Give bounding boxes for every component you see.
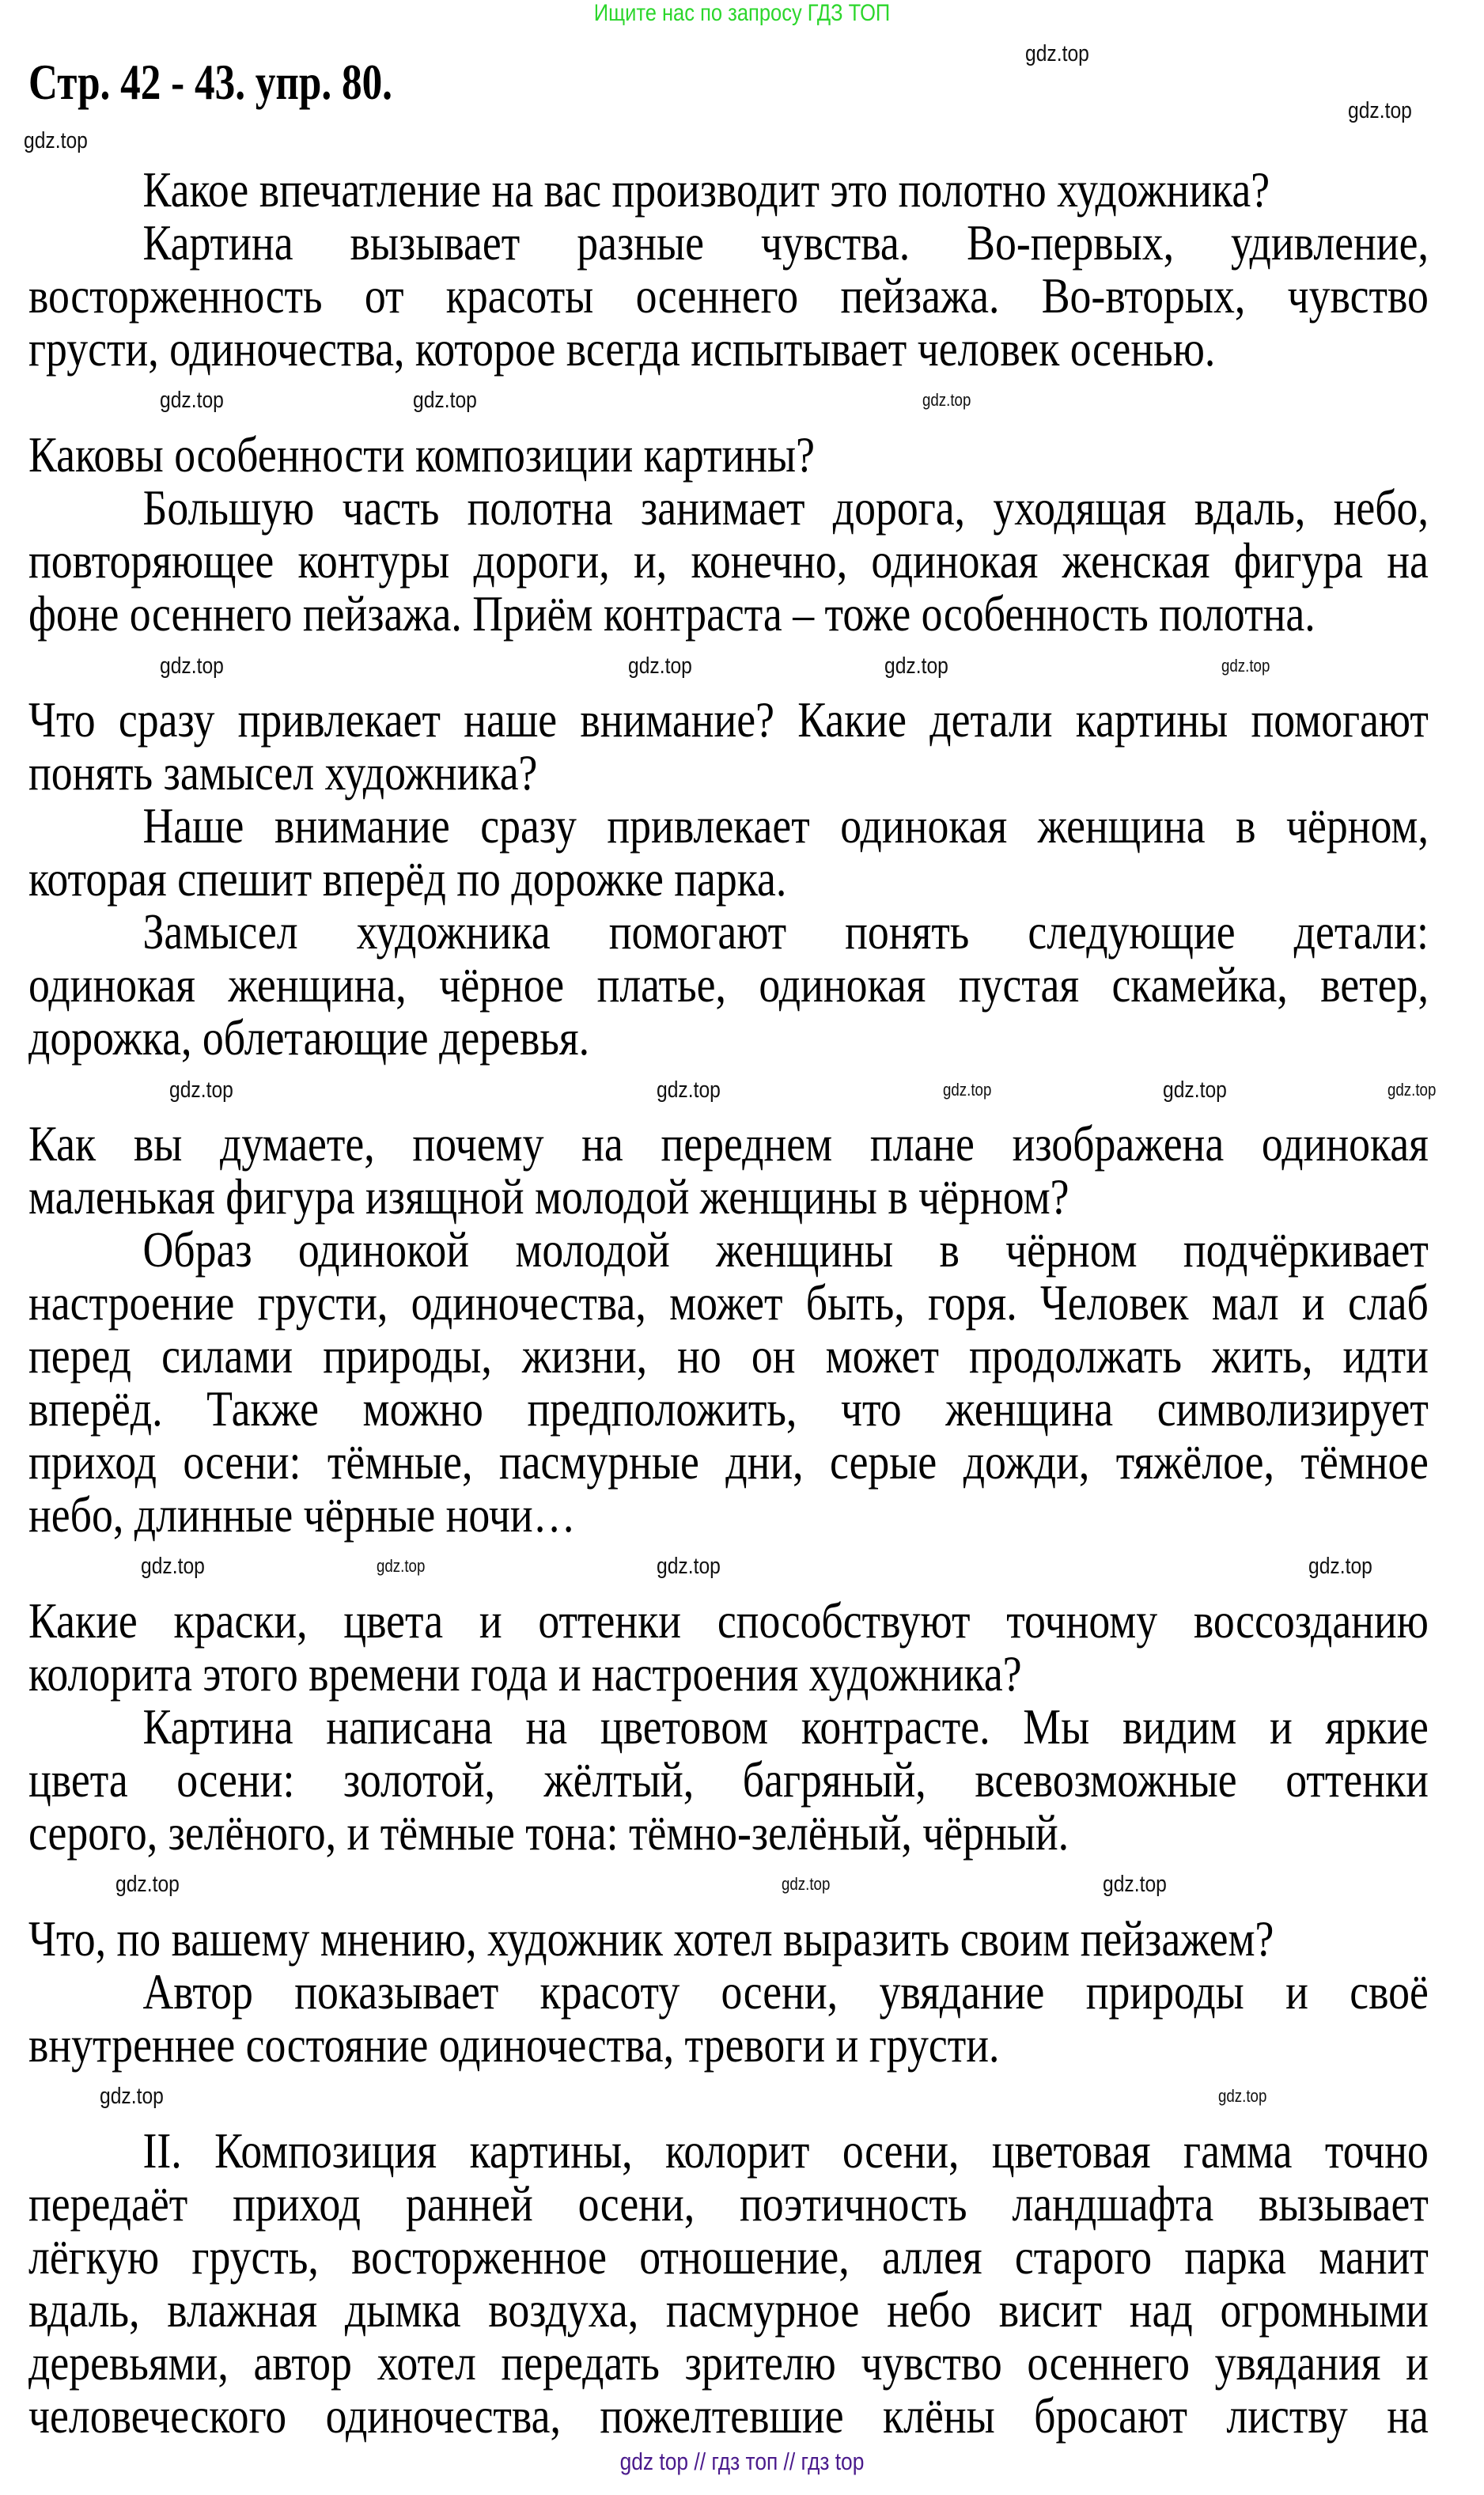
gdz-watermark: gdz.top [628, 653, 692, 679]
gdz-watermark: gdz.top [1218, 2086, 1267, 2106]
exercise-text [28, 163, 1429, 2495]
gdz-watermark: gdz.top [1308, 1554, 1372, 1579]
text-line: Какие краски, цвета и оттенки способствуют точному воссозданию [28, 1592, 1429, 1649]
text-line: деревьями, автор хотел передать зрителю чувство осеннего увядания и [28, 2334, 1429, 2391]
qa-block [28, 1912, 1429, 2071]
text-line: внутреннее состояние одиночества, тревоги и грусти. [28, 2016, 1000, 2073]
text-line: Какое впечатление на вас производит это полотно художника? [142, 161, 1270, 218]
paragraph [28, 216, 1429, 375]
text-line: вдаль, влажная дымка воздуха, пасмурное небо висит над огромными [28, 2281, 1429, 2338]
paragraph [28, 1223, 1429, 1541]
gdz-watermark: gdz.top [657, 1077, 721, 1103]
gdz-watermark: gdz.top [100, 2084, 164, 2109]
qa-block [28, 163, 1429, 375]
text-line: небо, длинные чёрные ночи… [28, 1486, 576, 1543]
text-line: Каковы особенности композиции картины? [28, 426, 816, 483]
gdz-watermark: gdz.top [1103, 1872, 1167, 1897]
search-banner: Ищите нас по запросу ГДЗ ТОП [593, 0, 891, 26]
text-line: перед силами природы, жизни, но он может продолжать жить, идти [28, 1327, 1429, 1384]
gdz-watermark: gdz.top [657, 1554, 721, 1579]
gdz-watermark: gdz.top [160, 388, 224, 413]
paragraph [28, 905, 1429, 1064]
paragraph [28, 1700, 1429, 1859]
text-line: передаёт приход ранней осени, поэтичность ландшафта вызывает [28, 2175, 1429, 2232]
gdz-watermark: gdz.top [169, 1077, 233, 1103]
gdz-watermark: gdz.top [922, 390, 971, 410]
gdz-watermark: gdz.top [377, 1556, 426, 1576]
text-line: понять замысел художника? [28, 744, 538, 801]
text-line: Что сразу привлекает наше внимание? Какие детали картины помогают [28, 691, 1429, 748]
gdz-watermark: gdz.top [884, 653, 948, 679]
gdz-watermark: gdz.top [782, 1874, 831, 1894]
gdz-watermark: gdz.top [1221, 656, 1270, 676]
gdz-watermark: gdz.top [24, 128, 88, 153]
text-line: маленькая фигура изящной молодой женщины в чёрном? [28, 1168, 1069, 1225]
text-line: Картина написана на цветовом контрасте. Мы видим и яркие [142, 1698, 1429, 1755]
paragraph [28, 1912, 1429, 1965]
text-line: повторяющее контуры дороги, и, конечно, одинокая женская фигура на [28, 532, 1429, 589]
paragraph [28, 1965, 1429, 2071]
gdz-watermark: gdz.top [115, 1872, 180, 1897]
qa-block [28, 1117, 1429, 1541]
gdz-watermark: gdz.top [1025, 41, 1089, 66]
gdz-watermark: gdz.top [943, 1080, 992, 1100]
footer-watermark: gdz top // гдз топ // гдз top [619, 2448, 865, 2475]
gdz-watermark: gdz.top [1387, 1080, 1437, 1100]
text-line: которая спешит вперёд по дорожке парка. [28, 850, 787, 907]
text-line: Автор показывает красоту осени, увядание природы и своё [142, 1963, 1429, 2020]
paragraph [28, 428, 1429, 481]
text-line: грусти, одиночества, которое всегда испытывает человек осенью. [28, 320, 1216, 377]
text-line: Как вы думаете, почему на переднем плане изображена одинокая [28, 1115, 1429, 1172]
gdz-watermark: gdz.top [160, 653, 224, 679]
qa-block [28, 1594, 1429, 1859]
text-line: Образ одинокой молодой женщины в чёрном подчёркивает [142, 1221, 1429, 1278]
qa-block [28, 2124, 1429, 2442]
text-line: Большую часть полотна занимает дорога, уходящая вдаль, небо, [142, 479, 1429, 536]
text-line: вперёд. Также можно предположить, что женщина символизирует [28, 1380, 1429, 1437]
text-line: II. Композиция картины, колорит осени, цветовая гамма точно [142, 2122, 1429, 2179]
text-line: фоне осеннего пейзажа. Приём контраста – тоже особенность полотна. [28, 585, 1316, 642]
text-line: цвета осени: золотой, жёлтый, багряный, всевозможные оттенки [28, 1751, 1429, 1808]
text-line: настроение грусти, одиночества, может быть, горя. Человек мал и слаб [28, 1274, 1429, 1331]
page-title: Стр. 42 - 43. упр. 80. [28, 54, 392, 110]
text-line: лёгкую грусть, восторженное отношение, аллея старого парка манит [28, 2228, 1429, 2285]
gdz-watermark: gdz.top [141, 1554, 205, 1579]
text-line: человеческого одиночества, пожелтевшие клёны бросают листву на [28, 2387, 1429, 2444]
paragraph [28, 481, 1429, 640]
qa-block [28, 693, 1429, 1064]
paragraph [28, 163, 1429, 216]
text-line: серого, зелёного, и тёмные тона: тёмно-зелёный, чёрный. [28, 1804, 1069, 1861]
qa-block [28, 428, 1429, 640]
text-line: колорита этого времени года и настроения художника? [28, 1645, 1022, 1702]
paragraph [28, 1594, 1429, 1700]
paragraph [28, 799, 1429, 905]
gdz-watermark: gdz.top [413, 388, 477, 413]
gdz-watermark: gdz.top [1348, 98, 1412, 123]
text-line: восторженность от красоты осеннего пейзажа. Во-вторых, чувство [28, 267, 1429, 324]
text-line: Наше внимание сразу привлекает одинокая женщина в чёрном, [142, 797, 1429, 854]
text-line: Что, по вашему мнению, художник хотел выразить своим пейзажем? [28, 1910, 1274, 1967]
gdz-watermark: gdz.top [1163, 1077, 1227, 1103]
text-line: приход осени: тёмные, пасмурные дни, серые дожди, тяжёлое, тёмное [28, 1433, 1429, 1490]
text-line: дорожка, облетающие деревья. [28, 1009, 590, 1066]
text-line: Замысел художника помогают понять следующие детали: [142, 903, 1429, 960]
paragraph [28, 693, 1429, 799]
text-line: Картина вызывает разные чувства. Во-первых, удивление, [142, 214, 1429, 271]
text-line: одинокая женщина, чёрное платье, одинокая пустая скамейка, ветер, [28, 956, 1429, 1013]
paragraph [28, 2124, 1429, 2442]
paragraph [28, 1117, 1429, 1223]
